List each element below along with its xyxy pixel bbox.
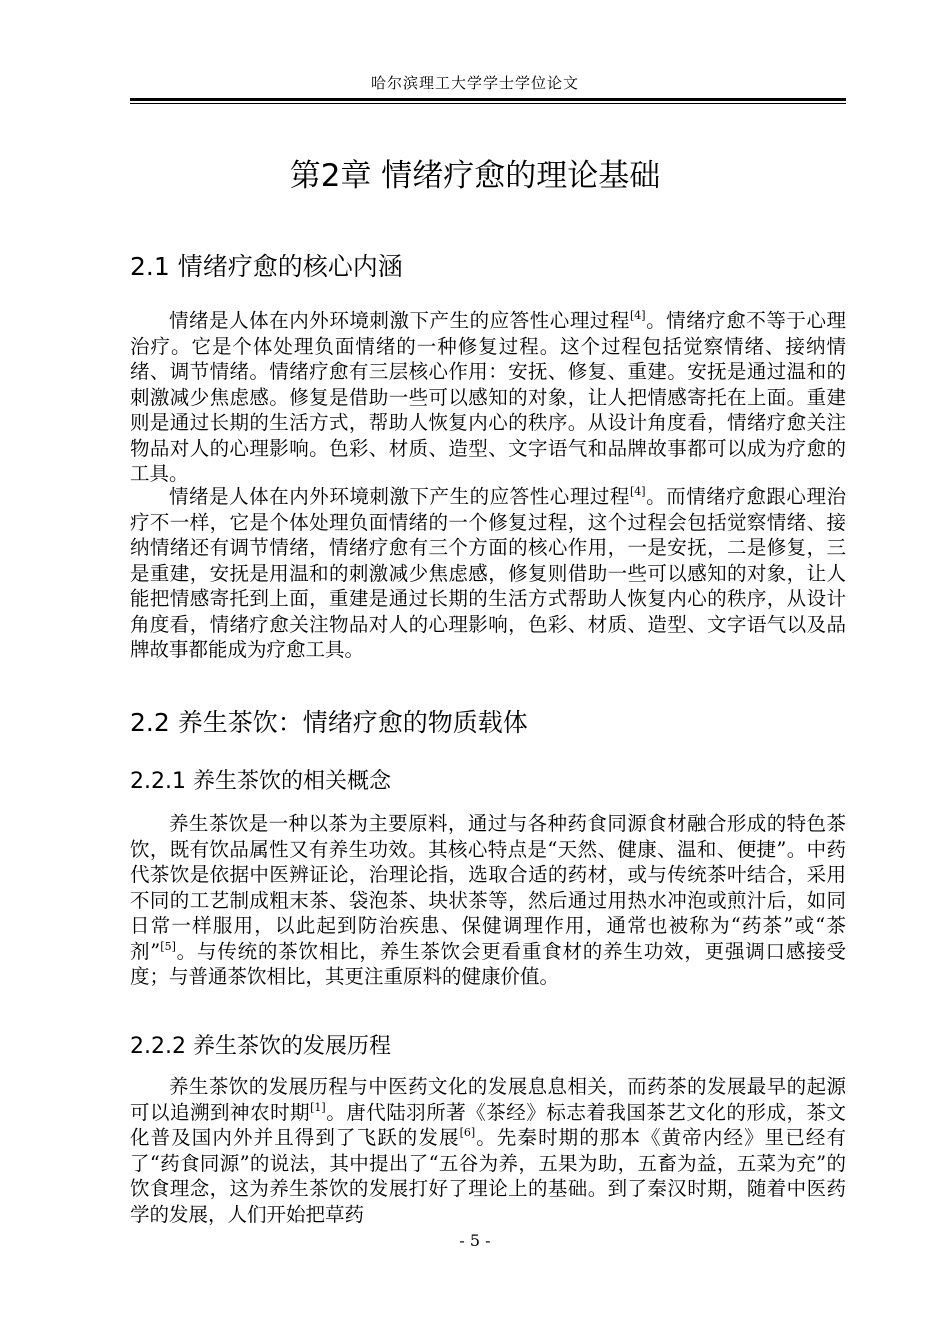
paragraph-text: 养生茶饮的发展历程与中医药文化的发展息息相关，而药茶的发展最早的起源可以追溯到神农时期 [130,1075,846,1124]
header-rule-thick [130,98,846,101]
chapter-title: 第2章 情绪疗愈的理论基础 [289,158,661,194]
page-number: - 5 - [459,1231,491,1250]
citation-ref: [5] [160,939,176,953]
citation-ref: [6] [459,1126,476,1139]
subsection-heading-2-2-1: 2.2.1 养生茶饮的相关概念 [130,769,391,794]
paragraph-text: 养生茶饮是一种以茶为主要原料，通过与各种药食同源食材融合形成的特色茶饮，既有饮品属性又有养生功效。其核心特点是“天然、健康、温和、便捷”。中药代茶饮是依据中医辨证论，治理论指，选取合适的药材，或与传统茶叶结合，采用不同的工艺制成粗末茶、袋泡茶、块状茶等，然后通过用热水冲泡或煎汁后，如同日常一样服用，以此起到防治疾患、保健调理作用，通常也被称为“药茶”或“茶剂” [130,812,846,963]
paragraph-text: 。情绪疗愈不等于心理治疗。它是个体处理负面情绪的一种修复过程。这个过程包括觉察情绪、接纳情绪、调节情绪。情绪疗愈有三层核心作用：安抚、修复、重建。安抚是通过温和的刺激减少焦虑感。修复是借助一些可以感知的对象，让人把情感寄托在上面。重建则是通过长期的生活方式，帮助人恢复内心的秩序。从设计角度看，情绪疗愈关注物品对人的心理影响。色彩、材质、造型、文字语气和品牌故事都可以成为疗愈的工具。 [130,309,846,485]
paragraph-text: 。与传统的茶饮相比，养生茶饮会更看重食材的养生功效，更强调口感接受度；与普通茶饮相比，其更注重原料的健康价值。 [130,939,846,988]
header-rule-thin [130,103,846,104]
citation-ref: [4] [629,309,646,322]
subsection-heading-2-2-2: 2.2.2 养生茶饮的发展历程 [130,1034,391,1059]
citation-ref: [4] [629,485,646,498]
paragraph-tea-history [130,1074,846,1227]
citation-ref: [1] [310,1100,326,1114]
paragraph-text: 情绪是人体在内外环境刺激下产生的应答性心理过程 [169,485,630,508]
paragraph-text: 。唐代陆羽所著《茶经》标志着我国茶艺文化的形成，茶文化普及国内外并且得到了飞跃的发展 [130,1100,846,1149]
paragraph-emotion-1 [130,308,846,487]
paragraph-tea-concept [130,811,846,990]
running-header: 哈尔滨理工大学学士学位论文 [370,74,579,92]
paragraph-emotion-2 [130,484,846,663]
section-heading-2-2: 2.2 养生茶饮：情绪疗愈的物质载体 [130,708,528,737]
paragraph-text: 。而情绪疗愈跟心理治疗不一样，它是个体处理负面情绪的一个修复过程，这个过程会包括觉察情绪、接纳情绪还有调节情绪，情绪疗愈有三个方面的核心作用，一是安抚，二是修复，三是重建，安抚是用温和的刺激减少焦虑感，修复则借助一些可以感知的对象，让人能把情感寄托到上面，重建是通过长期的生活方式帮助人恢复内心的秩序，从设计角度看，情绪疗愈关注物品对人的心理影响，色彩、材质、造型、文字语气以及品牌故事都能成为疗愈工具。 [130,485,846,661]
paragraph-text: 。先秦时期的那本《黄帝内经》里已经有了“药食同源”的说法，其中提出了“五谷为养，五果为助，五畜为益，五菜为充”的饮食理念，这为养生茶饮的发展打好了理论上的基础。到了秦汉时期，随着中医药学的发展，人们开始把草药 [130,1126,846,1226]
section-heading-2-1: 2.1 情绪疗愈的核心内涵 [130,252,403,281]
paragraph-text: 情绪是人体在内外环境刺激下产生的应答性心理过程 [169,309,630,332]
